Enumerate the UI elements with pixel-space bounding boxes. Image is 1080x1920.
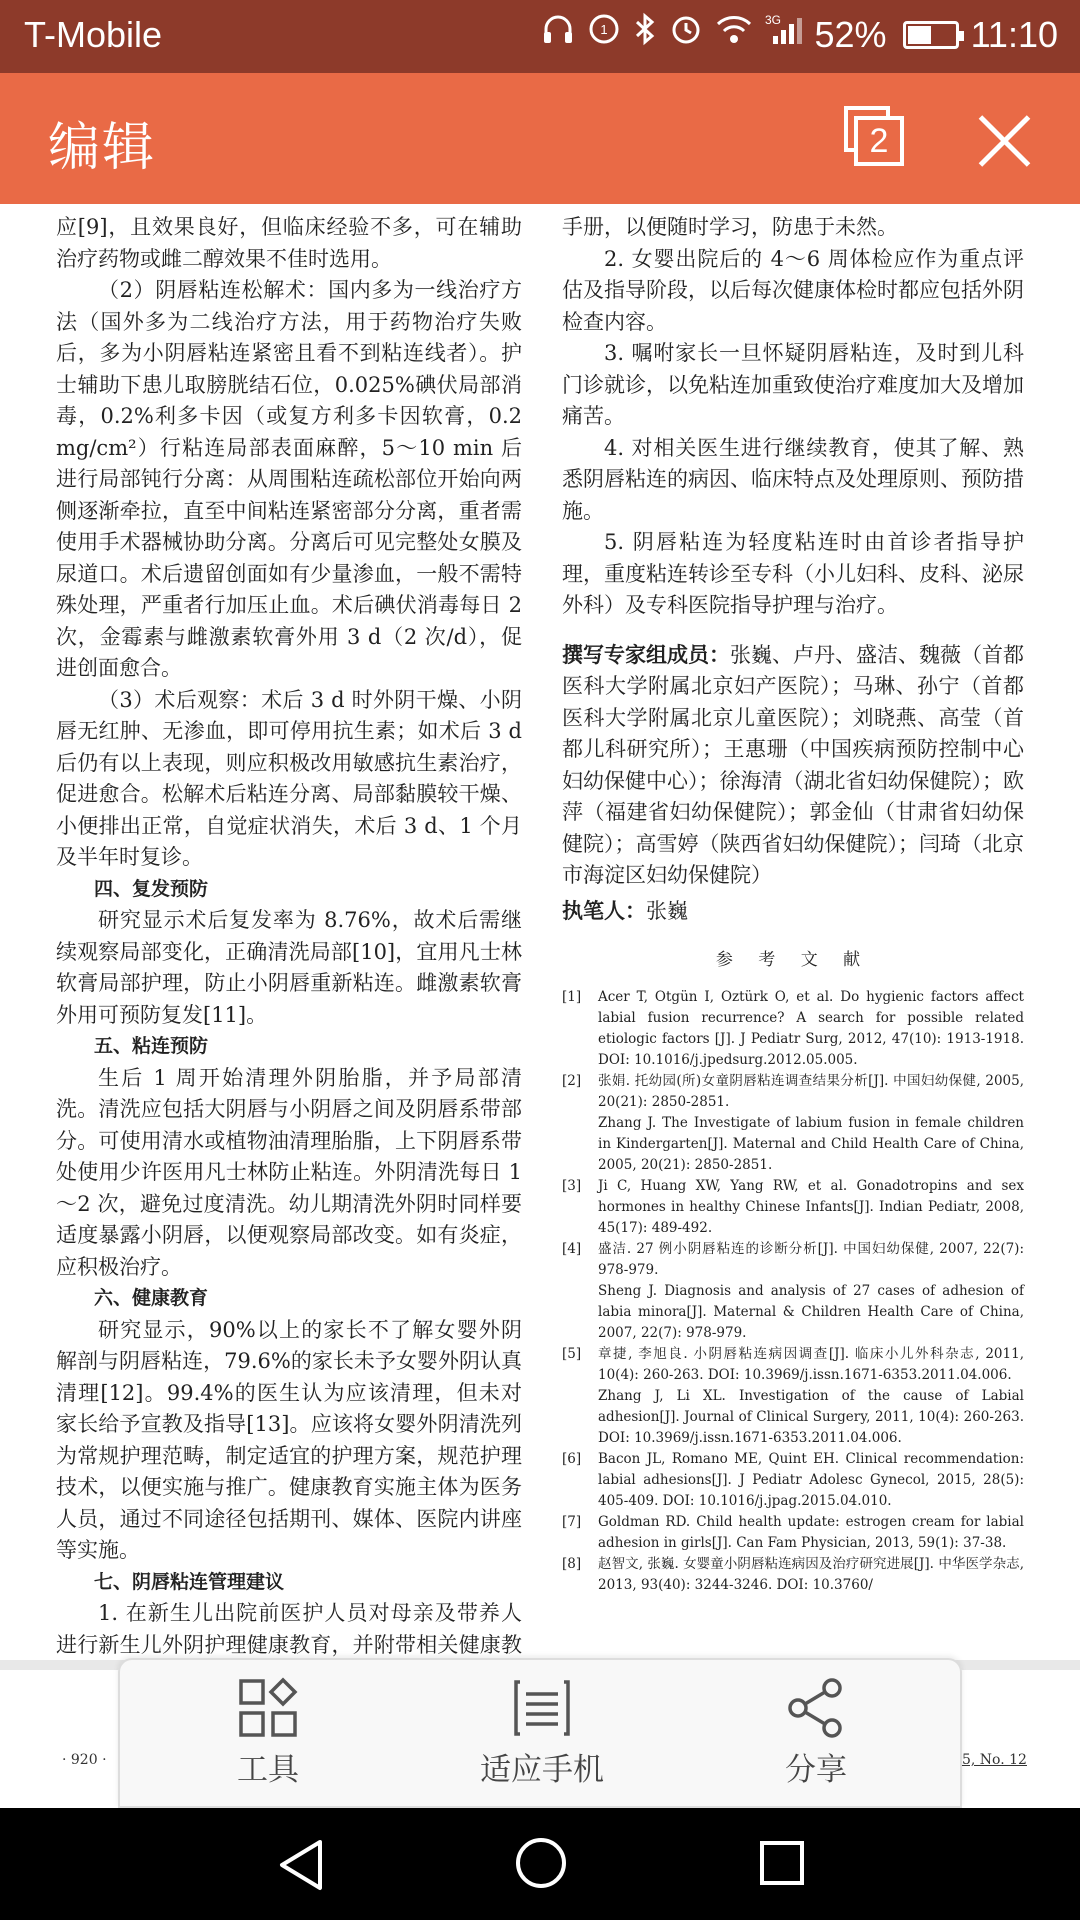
- reference-line: 章捷, 李旭良. 小阴唇粘连病因调查[J]. 临床小儿外科杂志, 2011, 10(4): 260-263. DOI: 10.3969/j.issn.1671-6353.2011.04.006.: [598, 1345, 1024, 1383]
- reference-item: [562, 1449, 1024, 1512]
- writer-name: 张巍: [646, 898, 688, 923]
- paragraph: 应[9]，且效果良好，但临床经验不多，可在辅助治疗药物或雌二醇效果不佳时选用。: [56, 215, 522, 271]
- grid-icon: [238, 1678, 298, 1738]
- fit-phone-label: 适应手机: [480, 1752, 604, 1788]
- reflow-document-icon: [512, 1678, 572, 1738]
- headphones-icon: [541, 12, 575, 58]
- authors-block: [562, 640, 1024, 892]
- reference-text: [598, 1554, 1024, 1596]
- reference-item: [562, 987, 1024, 1071]
- reference-line: Bacon JL, Romano ME, Quint EH. Clinical recommendation: labial adhesions[J]. J Pediatr Adolesc Gynecol, 2015, 28(5): 405-409. DOI: 10.1016/j.jpag.2015.04.010.: [598, 1450, 1024, 1509]
- section-heading: 五、粘连预防: [94, 1035, 209, 1057]
- share-label: 分享: [785, 1752, 847, 1788]
- paragraph: 手册，以便随时学习，防患于未然。: [562, 215, 898, 239]
- reference-text: [598, 1071, 1024, 1176]
- wifi-icon: [715, 12, 753, 58]
- fit-phone-button[interactable]: [432, 1678, 652, 1789]
- tools-button[interactable]: [158, 1678, 378, 1789]
- reference-number: [7]: [562, 1513, 582, 1530]
- reference-text: [598, 1239, 1024, 1344]
- page-count-button[interactable]: [844, 106, 904, 166]
- reference-item: [562, 1071, 1024, 1176]
- section-heading: 四、复发预防: [94, 877, 209, 900]
- paragraph: 3. 嘱咐家长一旦怀疑阴唇粘连，及时到儿科门诊就诊，以免粘连加重致使治疗难度加大及增加痛苦。: [562, 341, 1024, 428]
- paragraph: （3）术后观察：术后 3 d 时外阴干燥、小阴唇无红肿、无渗血，即可停用抗生素；如术后 3 d 后仍有以上表现，则应积极改用敏感抗生素治疗，促进愈合。松解术后粘连分离、局部黏膜较干燥、小便排出正常，自觉症状消失，术后 3 d、1 个月及半年时复诊。: [56, 687, 522, 869]
- signal-3g-icon: [765, 12, 803, 58]
- reference-item: [562, 1554, 1024, 1596]
- battery-percent: 52%: [814, 14, 887, 55]
- status-bar: [0, 0, 1080, 73]
- bottom-toolbar: [118, 1658, 962, 1808]
- paragraph: 4. 对相关医生进行继续教育，使其了解、熟悉阴唇粘连的病因、临床特点及处理原则、预防措施。: [562, 435, 1024, 523]
- paragraph: 研究显示，90%以上的家长不了解女婴外阴解剖与阴唇粘连，79.6%的家长未予女婴外阴认真清理[12]。99.4%的医生认为应该清理，但未对家长给予宣教及指导[13]。应该将女婴外阴清洗列为常规护理范畴，制定适宜的护理方案，规范护理技术，以便实施与推广。健康教育实施主体为医务人员，通过不同途径包括期刊、媒体、医院内讲座等实施。: [56, 1317, 522, 1562]
- references-list: [562, 987, 1024, 1596]
- bluetooth-icon: [633, 12, 657, 58]
- reference-line: Sheng J. Diagnosis and analysis of 27 cases of adhesion of labia minora[J]. Maternal & Children Health Care of China, 2007, 22(7): 978-979.: [598, 1282, 1024, 1341]
- paragraph: 2. 女婴出院后的 4～6 周体检应作为重点评估及指导阶段，以后每次健康体检时都应包括外阴检查内容。: [562, 246, 1024, 334]
- section-heading: 七、阴唇粘连管理建议: [94, 1570, 285, 1593]
- battery-icon: [903, 21, 959, 49]
- reference-item: [562, 1239, 1024, 1344]
- document-view[interactable]: [0, 204, 1080, 1664]
- battery-level: [908, 26, 932, 44]
- writer-label: 执笔人：: [562, 898, 646, 923]
- authors-label: 撰写专家组成员：: [562, 642, 730, 667]
- tools-label: 工具: [237, 1752, 299, 1788]
- document-left-column: [56, 212, 522, 1693]
- app-bar: [0, 73, 1080, 204]
- paragraph: 5. 阴唇粘连为轻度粘连时由首诊者指导护理，重度粘连转诊至专科（小儿妇科、皮科、泌尿外科）及专科医院指导护理与治疗。: [562, 530, 1024, 617]
- data-saver-icon: [587, 12, 621, 58]
- page-count-label: 2: [854, 116, 904, 166]
- alarm-icon: [669, 12, 703, 58]
- paragraph: 生后 1 周开始清理外阴胎脂，并予局部清洗。清洗应包括大阴唇与小阴唇之间及阴唇系带部分。可使用清水或植物油清理胎脂，上下阴唇系带处使用少许医用凡士林防止粘连。外阴清洗每日 1～2 次，避免过度清洗。幼儿期清洗外阴时同样要适度暴露小阴唇，以便观察局部改变。如有炎症，应积极治疗。: [56, 1065, 522, 1279]
- home-icon[interactable]: [516, 1838, 566, 1888]
- svg-text:3G: 3G: [764, 13, 781, 27]
- authors-text: 张巍、卢丹、盛洁、魏薇（首都医科大学附属北京妇产医院）；马琳、孙宁（首都医科大学附属北京儿童医院）；刘晓燕、高莹（首都儿科研究所）；王惠珊（中国疾病预防控制中心妇幼保健中心）；徐海清（湖北省妇幼保健院）；欧萍（福建省妇幼保健院）；郭金仙（甘肃省妇幼保健院）；高雪婷（陕西省妇幼保健院）；闫琦（北京市海淀区妇幼保健院）: [562, 642, 1024, 887]
- right-column-paragraphs: [562, 212, 1024, 622]
- reference-line: 盛洁. 27 例小阴唇粘连的诊断分析[J]. 中国妇幼保健, 2007, 22(7): 978-979.: [598, 1240, 1024, 1278]
- page-volume-label: 5, No. 12: [962, 1752, 1027, 1768]
- document-right-column: [562, 212, 1024, 1596]
- reference-line: Zhang J, Li XL. Investigation of the cause of Labial adhesion[J]. Journal of Clinical Surgery, 2011, 10(4): 260-263. DOI: 10.3969/j.issn.1671-6353.2011.04.006.: [598, 1387, 1024, 1446]
- reference-item: [562, 1176, 1024, 1239]
- close-icon[interactable]: [976, 113, 1032, 169]
- reference-text: [598, 1512, 1024, 1554]
- paragraph: 1. 在新生儿出院前医护人员对母亲及带养人进行新生儿外阴护理健康教育，并附带相关健康教: [56, 1601, 522, 1657]
- reference-number: [6]: [562, 1450, 582, 1467]
- reference-item: [562, 1344, 1024, 1449]
- recents-icon[interactable]: [760, 1841, 804, 1885]
- reference-line: Acer T, Otgün I, Oztürk O, et al. Do hygienic factors affect labial fusion recurrence? A search for possible related etiologic factors [J]. J Pediatr Surg, 2012, 47(10): 1913-1918. DOI: 10.1016/j.jpedsurg.2012.05.005.: [598, 988, 1024, 1068]
- references-title: 参 考 文 献: [715, 950, 871, 970]
- system-nav-bar: [0, 1808, 1080, 1920]
- writer-line: [562, 896, 1024, 928]
- reference-number: [2]: [562, 1072, 582, 1089]
- page-number: · 920 ·: [62, 1752, 107, 1768]
- section-heading: 六、健康教育: [94, 1287, 209, 1309]
- reference-line: 张娟. 托幼园(所)女童阴唇粘连调查结果分析[J]. 中国妇幼保健, 2005, 20(21): 2850-2851.: [598, 1072, 1024, 1110]
- status-icons: [541, 12, 1058, 58]
- reference-number: [1]: [562, 988, 582, 1005]
- reference-line: Ji C, Huang XW, Yang RW, et al. Gonadotropins and sex hormones in healthy Chinese Infants[J]. Indian Pediatr, 2008, 45(17): 489-492.: [598, 1177, 1024, 1236]
- reference-number: [3]: [562, 1177, 582, 1194]
- reference-text: [598, 1176, 1024, 1239]
- reference-line: Zhang J. The Investigate of labium fusion in female children in Kindergarten[J]. Maternal and Child Health Care of China, 2005, 20(21): 2850-2851.: [598, 1114, 1024, 1173]
- reference-text: [598, 987, 1024, 1071]
- paragraph: 研究显示术后复发率为 8.76%，故术后需继续观察局部变化，正确清洗局部[10]，宜用凡士林软膏局部护理，防止小阴唇重新粘连。雌激素软膏外用可预防复发[11]。: [56, 908, 522, 1027]
- clock: 11:10: [970, 14, 1058, 55]
- reference-line: Goldman RD. Child health update: estrogen cream for labial adhesion in girls[J]. Can Fam Physician, 2013, 59(1): 37-38.: [598, 1513, 1024, 1551]
- reference-number: [8]: [562, 1555, 582, 1572]
- carrier-name: T-Mobile: [24, 14, 163, 55]
- reference-number: [4]: [562, 1240, 582, 1257]
- share-button[interactable]: [706, 1678, 926, 1789]
- reference-text: [598, 1344, 1024, 1449]
- page-title: 编辑: [48, 118, 157, 178]
- share-icon: [786, 1678, 846, 1738]
- paragraph: （2）阴唇粘连松解术：国内多为一线治疗方法（国外多为二线治疗方法，用于药物治疗失败后，多为小阴唇粘连紧密且看不到粘连线者）。护士辅助下患儿取膀胱结石位，0.025%碘伏局部消毒，0.2%利多卡因（或复方利多卡因软膏，0.2 mg/cm²）行粘连局部表面麻醉，5～10 min 后进行局部钝行分离：从周围粘连疏松部位开始向两侧逐渐牵拉，直至中间粘连紧密部分分离，重者需使用手术器械协助分离。分离后可见完整处女膜及尿道口。术后遗留创面如有少量渗血，一般不需特殊处理，严重者行加压止血。术后碘伏消毒每日 2 次，金霉素与雌激素软膏外用 3 d（2 次/d），促进创面愈合。: [56, 278, 522, 680]
- reference-number: [5]: [562, 1345, 582, 1362]
- svg-text:1: 1: [599, 22, 608, 37]
- reference-line: 赵智文, 张巍. 女婴童小阴唇粘连病因及治疗研究进展[J]. 中华医学杂志, 2013, 93(40): 3244-3246. DOI: 10.3760/: [598, 1555, 1024, 1593]
- reference-item: [562, 1512, 1024, 1554]
- reference-text: [598, 1449, 1024, 1512]
